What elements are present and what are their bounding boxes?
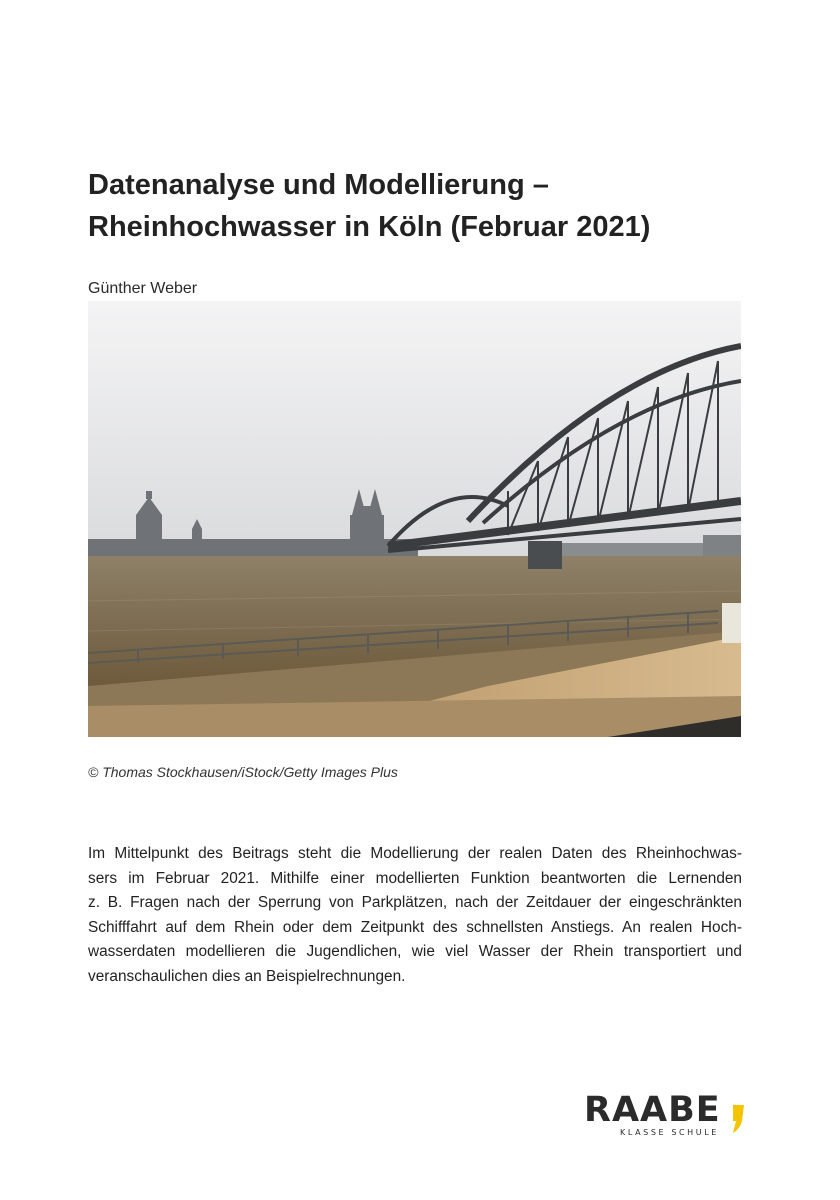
logo-comma-icon [731,1105,745,1133]
bridge-pier [528,541,562,569]
paragraph-line: sers im Februar 2021. Mithilfe einer modellierten Funktion beantworten die Lernenden [88,869,742,887]
logo-wordmark: RAABE [584,1090,721,1130]
paragraph-line: veranschaulichen dies an Beispielrechnungen. [88,967,406,985]
document-title [88,164,768,248]
logo-tagline: KLASSE SCHULE [620,1128,719,1137]
author-name: Günther Weber [88,280,198,297]
image-credit: © Thomas Stockhausen/iStock/Getty Images Plus [88,764,398,780]
paragraph-line: wasserdaten modellieren die Jugendlichen, wie viel Wasser der Rhein transportiert und [88,943,742,961]
flood-photo-cologne [88,301,741,737]
raabe-logo [584,1090,749,1140]
title-line-1: Datenanalyse und Modellierung – [88,169,549,201]
paragraph-line: z. B. Fragen nach der Sperrung von Parkplätzen, nach der Zeitdauer der eingeschränkten [88,894,742,912]
intro-paragraph [88,842,742,990]
title-line-2: Rheinhochwasser in Köln (Februar 2021) [88,211,651,243]
paragraph-line: Im Mittelpunkt des Beitrags steht die Modellierung der realen Daten des Rheinhochwas- [88,845,742,862]
paragraph-line: Schifffahrt auf dem Rhein oder dem Zeitpunkt des schnellsten Anstiegs. An realen Hoch- [88,918,742,936]
